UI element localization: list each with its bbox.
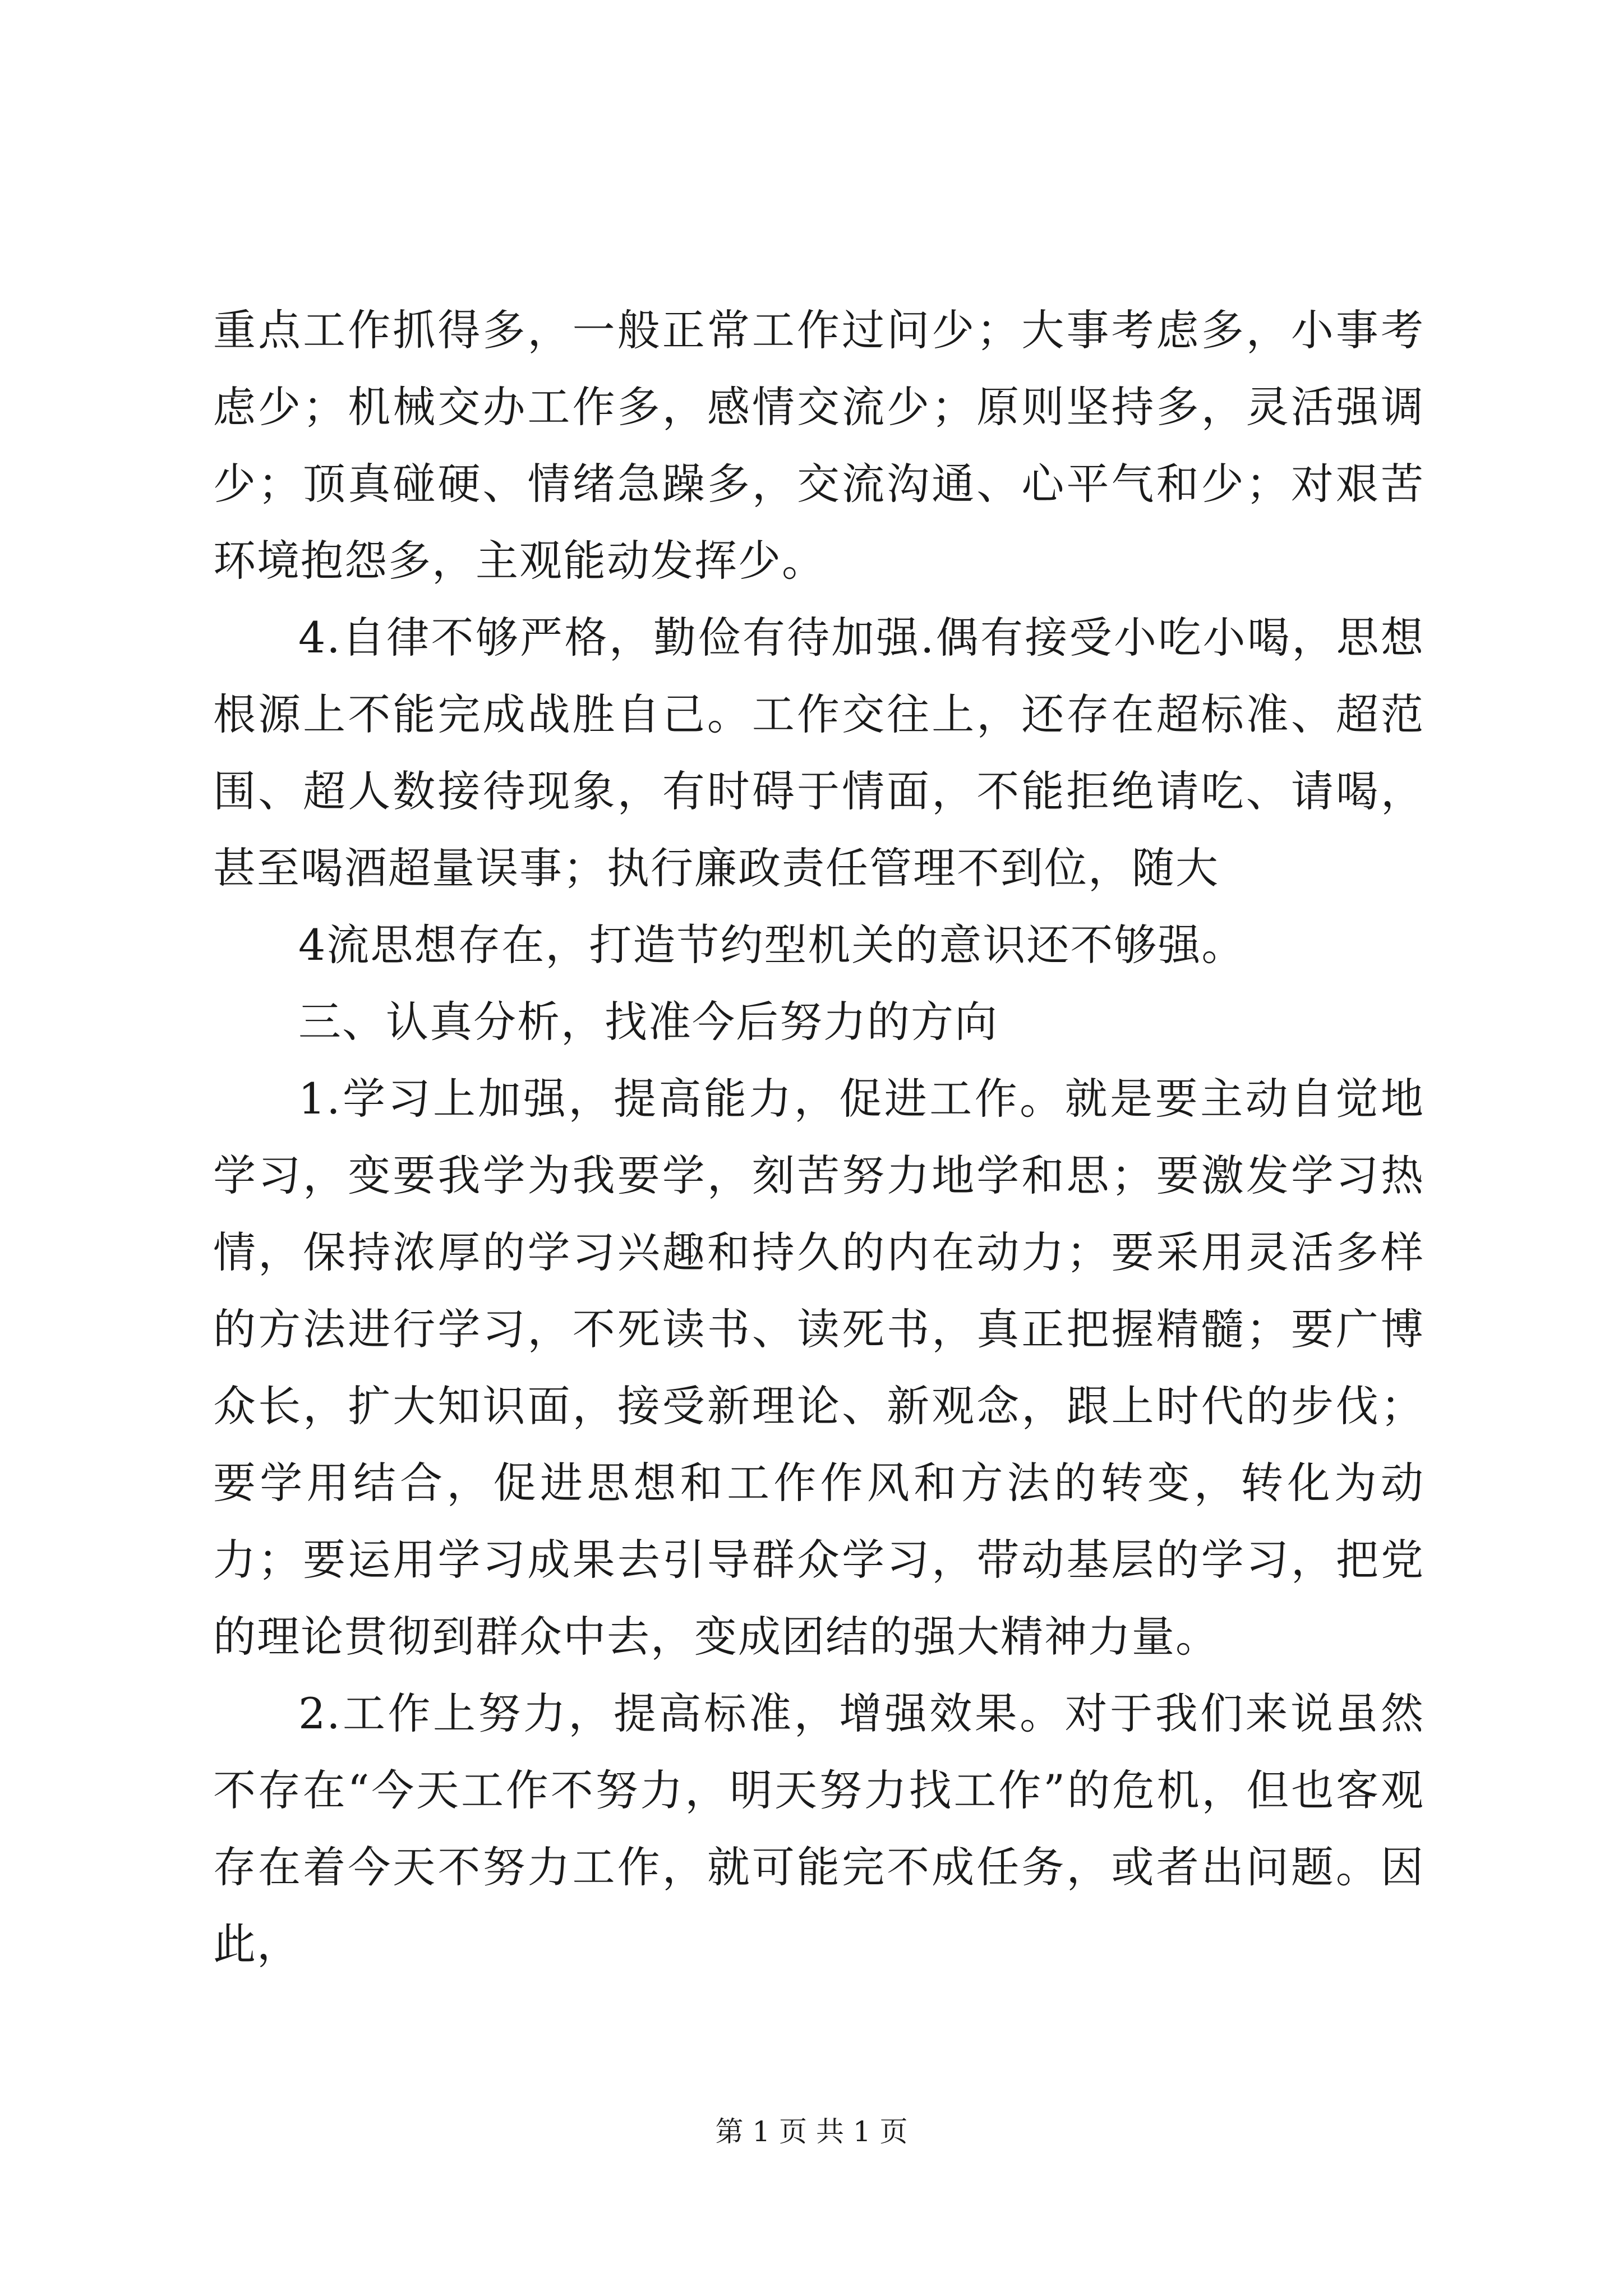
paragraph-item-2-work: 2.工作上努力，提高标准，增强效果。对于我们来说虽然不存在“今天工作不努力，明天努力找工作”的危机，但也客观存在着今天不努力工作，就可能完不成任务，或者出问题。因此， [213, 1688, 1424, 1969]
page-number-footer: 第 1 页 共 1 页 [715, 2115, 908, 2148]
paragraph-item-4-self-discipline: 4.自律不够严格，勤俭有待加强.偶有接受小吃小喝，思想根源上不能完成战胜自己。工作交往上，还存在超标准、超范围、超人数接待现象，有时碍于情面，不能拒绝请吃、请喝，甚至喝酒超量误事；执行廉政责任管理不到位，随大 [213, 613, 1424, 893]
paragraph-item-1-study: 1.学习上加强，提高能力，促进工作。就是要主动自觉地学习，变要我学为我要学，刻苦努力地学和思；要激发学习热情，保持浓厚的学习兴趣和持久的内在动力；要采用灵活多样的方法进行学习，不死读书、读死书，真正把握精髓；要广博众长，扩大知识面，接受新理论、新观念，跟上时代的步伐；要学用结合，促进思想和工作作风和方法的转变，转化为动力；要运用学习成果去引导群众学习，带动基层的学习，把党的理论贯彻到群众中去，变成团结的强大精神力量。 [213, 1074, 1424, 1662]
paragraph-item-4-continued: 4流思想存在，打造节约型机关的意识还不够强。 [298, 920, 1246, 970]
document-body [213, 292, 1424, 1982]
section-heading-3: 三、认真分析，找准今后努力的方向 [298, 997, 998, 1047]
paragraph-continuation: 重点工作抓得多，一般正常工作过问少；大事考虑多，小事考虑少；机械交办工作多，感情交流少；原则坚持多，灵活强调少；顶真碰硬、情绪急躁多，交流沟通、心平气和少；对艰苦环境抱怨多，主观能动发挥少。 [213, 305, 1424, 586]
